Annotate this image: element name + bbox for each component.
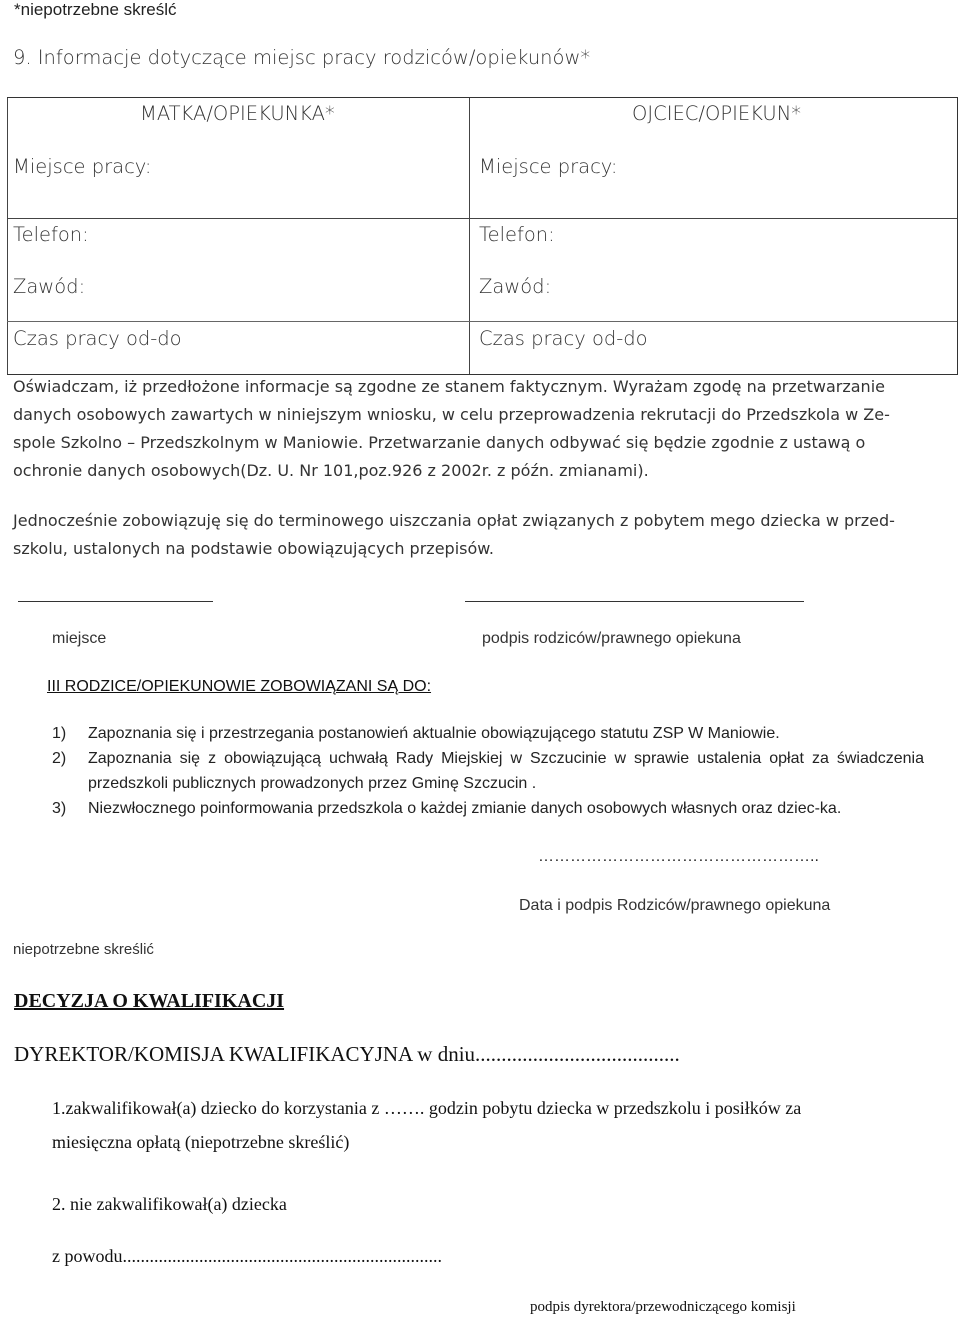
father-hours-label: Czas pracy od-do xyxy=(479,327,648,350)
parent-signature-line xyxy=(465,601,804,602)
father-profession-label: Zawód: xyxy=(479,275,552,298)
decision-reason: z powodu....................................................................... xyxy=(52,1246,442,1266)
parent-sign-label: podpis rodziców/prawnego opiekuna xyxy=(482,630,741,647)
father-heading: OJCIEC/OPIEKUN* xyxy=(632,102,802,125)
list-item: 3) Niezwłocznego poinformowania przedszkola o każdej zmianie danych osobowych własnych oraz dziec-ka. xyxy=(52,800,842,817)
decision-point-2: 2. nie zakwalifikował(a) dziecka xyxy=(52,1194,287,1214)
duties-list xyxy=(52,721,924,821)
director-line: DYREKTOR/KOMISJA KWALIFIKACYJNA w dniu....................................... xyxy=(14,1042,680,1066)
footnote-bottom: niepotrzebne skreślić xyxy=(13,941,154,958)
duties-heading: III RODZICE/OPIEKUNOWIE ZOBOWIĄZANI SĄ DO: xyxy=(47,678,432,695)
list-item: 2) Zapoznania się z obowiązującą uchwałą Rady Miejskiej w Szczucinie w sprawie ustalenia opłat za świadczenia przedszkoli publicznych prowadzonych przez Gminę Szczucin . xyxy=(52,750,924,792)
decision-point-1-line-2: miesięczna opłatą (niepotrzebne skreślić) xyxy=(52,1132,350,1152)
decision-point-1-line-1: 1.zakwalifikował(a) dziecko do korzystania z ……. godzin pobytu dziecka w przedszkolu i posiłków za xyxy=(52,1098,802,1118)
mother-hours-label: Czas pracy od-do xyxy=(13,327,182,350)
decision-heading: DECYZJA O KWALIFIKACJI xyxy=(14,990,285,1012)
obligation-line-2: szkolu, ustalonych na podstawie obowiązujących przepisów. xyxy=(13,539,494,558)
place-label: miejsce xyxy=(52,630,107,647)
director-sign-label: podpis dyrektora/przewodniczącego komisji xyxy=(530,1299,796,1315)
list-item: 1) Zapoznania się i przestrzegania postanowień aktualnie obowiązującego statutu ZSP W Maniowie. xyxy=(52,725,780,742)
declaration-line-4: ochronie danych osobowych(Dz. U. Nr 101,poz.926 z 2002r. z późn. zmianami). xyxy=(13,461,649,480)
declaration-line-2: danych osobowych zawartych w niniejszym wniosku, w celu przeprowadzenia rekrutacji do Przedszkola w Ze- xyxy=(13,405,890,424)
date-sign-dots: …………………………………………….. xyxy=(538,848,819,865)
place-signature-line xyxy=(18,601,213,602)
mother-heading: MATKA/OPIEKUNKA* xyxy=(140,102,335,125)
father-phone-label: Telefon: xyxy=(479,223,555,246)
declaration-line-1: Oświadczam, iż przedłożone informacje są zgodne ze stanem faktycznym. Wyrażam zgodę na przetwarzanie xyxy=(13,377,885,396)
mother-phone-label: Telefon: xyxy=(13,223,89,246)
mother-workplace-label: Miejsce pracy: xyxy=(13,155,152,178)
mother-profession-label: Zawód: xyxy=(13,275,86,298)
declaration-line-3: spole Szkolno – Przedszkolnym w Maniowie. Przetwarzanie danych odbywać się będzie zgodnie z ustawą o xyxy=(13,433,866,452)
obligation-line-1: Jednocześnie zobowiązuję się do terminowego uiszczania opłat związanych z pobytem mego dziecka w przed- xyxy=(13,511,895,530)
father-workplace-label: Miejsce pracy: xyxy=(479,155,618,178)
date-sign-label: Data i podpis Rodziców/prawnego opiekuna xyxy=(519,897,831,914)
parents-work-table xyxy=(7,97,958,375)
footnote-top: *niepotrzebne skreślć xyxy=(14,0,177,19)
section-title: 9. Informacje dotyczące miejsc pracy rodziców/opiekunów* xyxy=(13,46,591,69)
